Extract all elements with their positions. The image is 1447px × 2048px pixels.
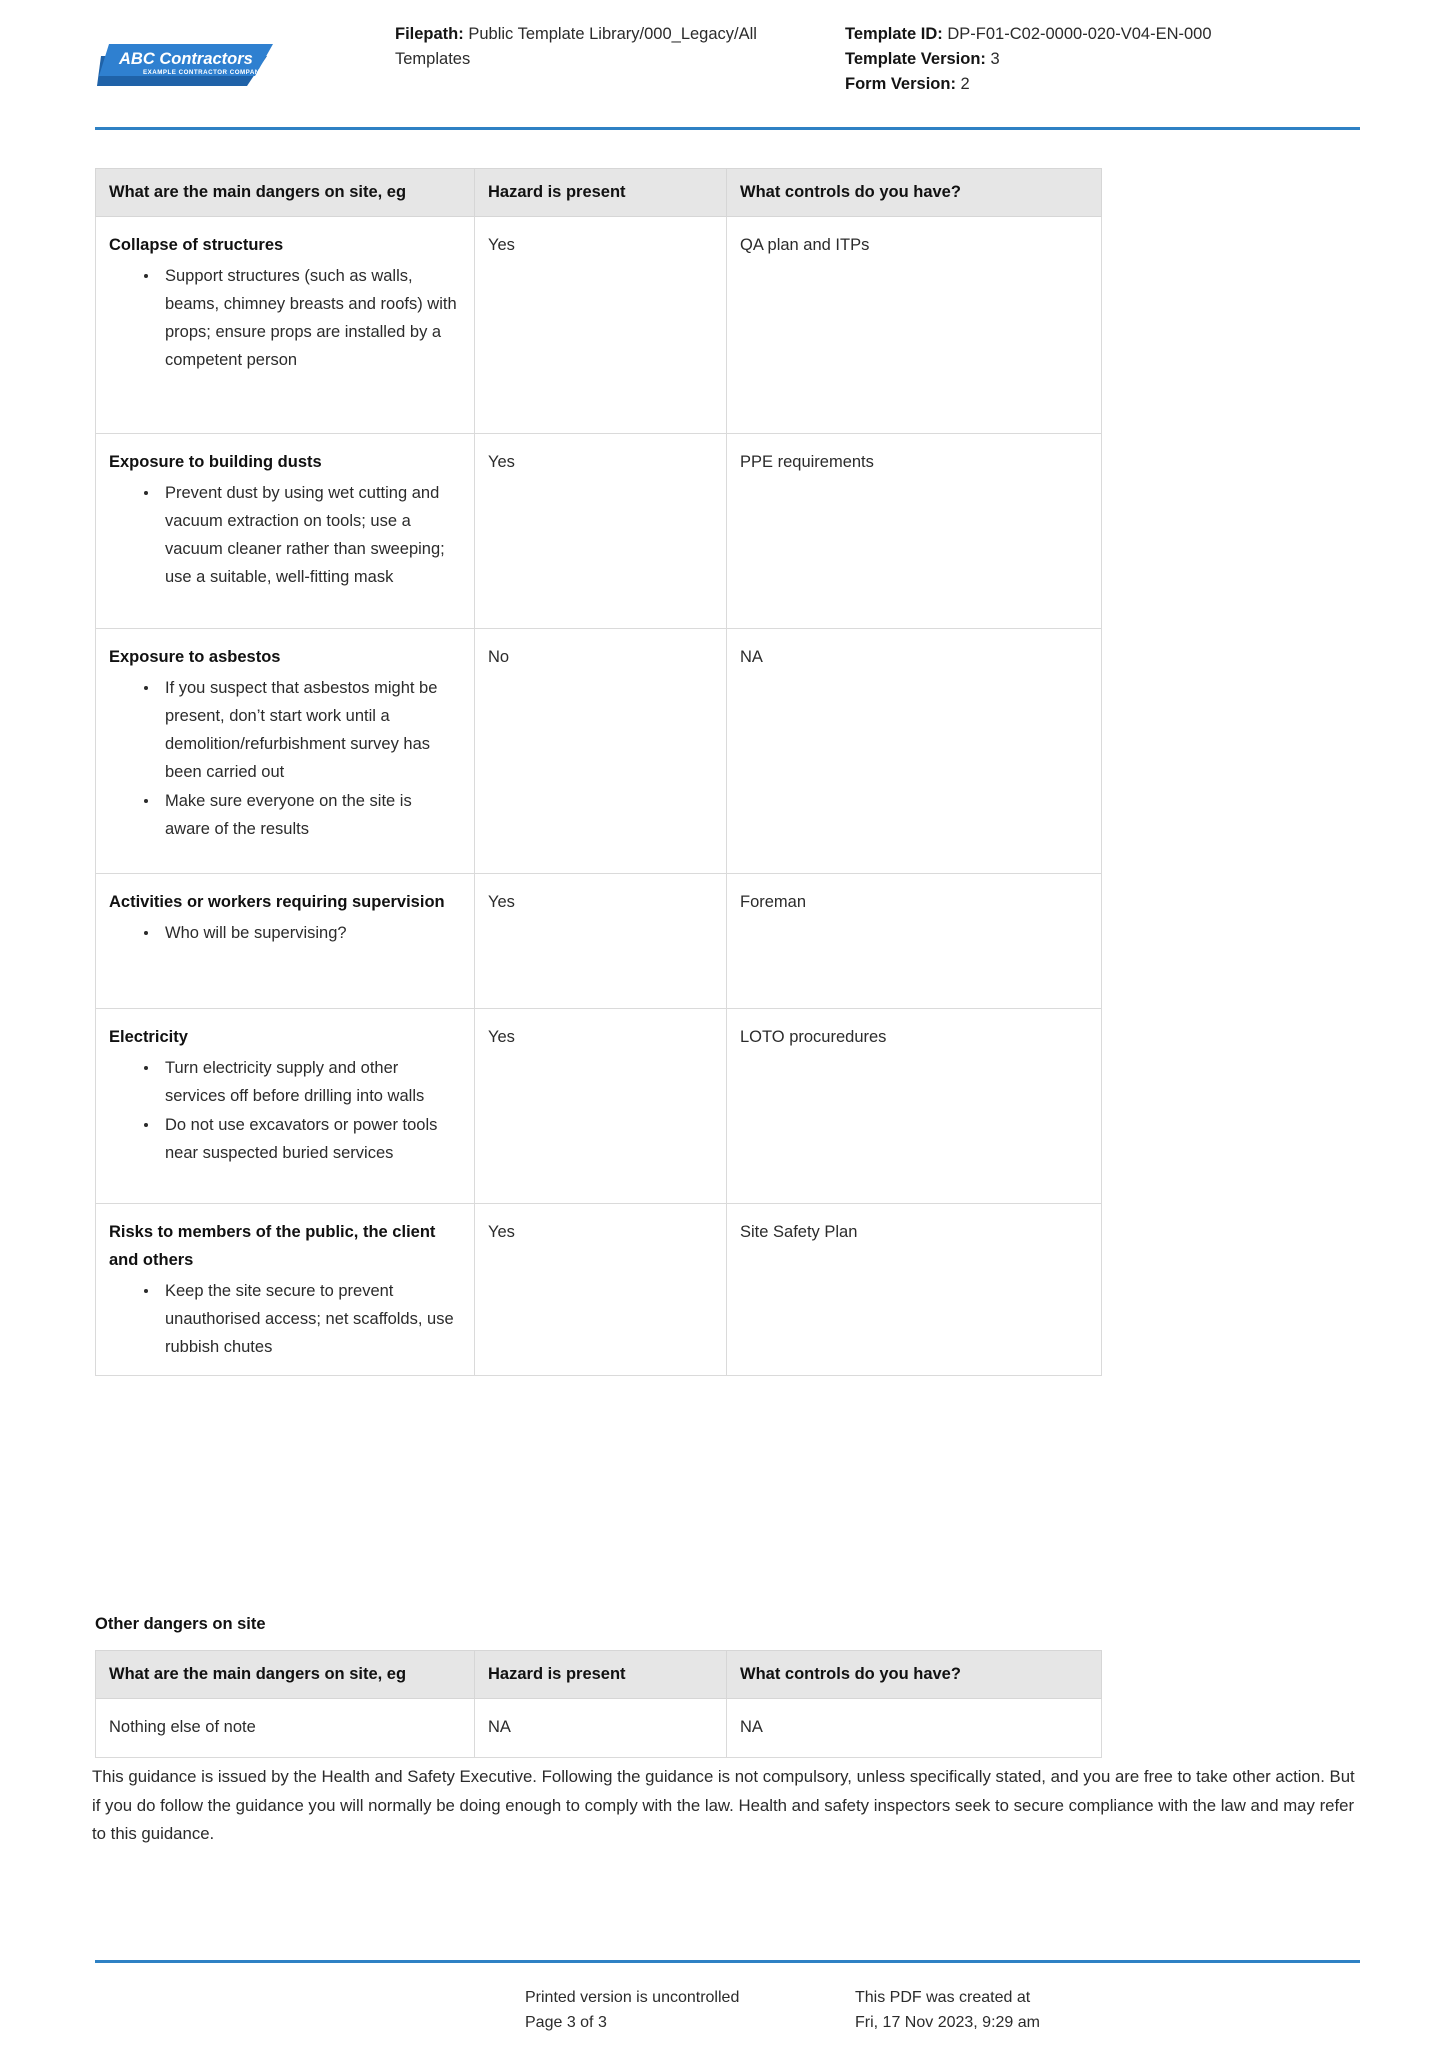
hazard-cell bbox=[96, 629, 475, 874]
hazard-present-value: Yes bbox=[488, 893, 515, 911]
template-version-label: Template Version: bbox=[845, 50, 986, 68]
filepath-block bbox=[395, 22, 805, 72]
hazard-present-value: NA bbox=[488, 1718, 511, 1736]
table-row bbox=[96, 217, 1102, 434]
column-header-dangers: What are the main dangers on site, eg bbox=[96, 1651, 475, 1699]
list-item: Do not use excavators or power tools near suspected buried services bbox=[139, 1111, 460, 1167]
footer-spacer bbox=[95, 1985, 525, 2035]
controls-cell bbox=[727, 217, 1102, 434]
hazard-present-value: Yes bbox=[488, 236, 515, 254]
form-version-label: Form Version: bbox=[845, 75, 956, 93]
pdf-created-label: This PDF was created at bbox=[855, 1989, 1031, 2006]
controls-value: NA bbox=[740, 648, 763, 666]
template-id-label: Template ID: bbox=[845, 25, 943, 43]
controls-value: Foreman bbox=[740, 893, 807, 911]
template-id-value: DP-F01-C02-0000-020-V04-EN-000 bbox=[947, 25, 1212, 43]
column-header-controls: What controls do you have? bbox=[727, 169, 1102, 217]
guidance-paragraph: This guidance is issued by the Health and Safety Executive. Following the guidance is not compulsory, unless specifically stated, and you are free to take other action. But if you do follow the guidance you will normally be doing enough to comply with the law. Health and safety inspectors seek to secure compliance with the law and may refer to this guidance. bbox=[92, 1767, 1355, 1843]
controls-cell bbox=[727, 1204, 1102, 1376]
controls-value: LOTO procuredures bbox=[740, 1028, 887, 1046]
other-danger-cell bbox=[96, 1699, 475, 1758]
hazard-bullet-list bbox=[109, 479, 460, 591]
hazard-present-value: Yes bbox=[488, 1223, 515, 1241]
column-header-controls: What controls do you have? bbox=[727, 1651, 1102, 1699]
hazard-table-body bbox=[96, 217, 1102, 1376]
controls-cell bbox=[727, 874, 1102, 1009]
hazard-title: Collapse of structures bbox=[109, 236, 284, 254]
hazard-present-cell bbox=[475, 629, 727, 874]
controls-cell bbox=[727, 1699, 1102, 1758]
list-item: Prevent dust by using wet cutting and vacuum extraction on tools; use a vacuum cleaner rather than sweeping; use a suitable, well-fitting mask bbox=[139, 479, 460, 591]
controls-cell bbox=[727, 629, 1102, 874]
form-version-line bbox=[845, 72, 1360, 97]
hazard-title: Activities or workers requiring supervision bbox=[109, 893, 445, 911]
hazard-table bbox=[95, 168, 1102, 1376]
hazard-bullet-list bbox=[109, 262, 460, 374]
table-header-row bbox=[96, 1651, 1102, 1699]
footer-pdf-block bbox=[855, 1985, 1360, 2035]
form-version-value: 2 bbox=[960, 75, 970, 93]
template-meta-block bbox=[805, 22, 1360, 97]
page-number: Page 3 of 3 bbox=[525, 2014, 607, 2031]
column-header-dangers: What are the main dangers on site, eg bbox=[96, 169, 475, 217]
hazard-present-value: Yes bbox=[488, 453, 515, 471]
table-row bbox=[96, 434, 1102, 629]
hazard-present-value: Yes bbox=[488, 1028, 515, 1046]
other-dangers-title: Other dangers on site bbox=[95, 1615, 266, 1633]
controls-value: NA bbox=[740, 1718, 763, 1736]
controls-value: PPE requirements bbox=[740, 453, 874, 471]
list-item: Turn electricity supply and other services off before drilling into walls bbox=[139, 1054, 460, 1110]
hazard-present-cell bbox=[475, 874, 727, 1009]
list-item: Support structures (such as walls, beams, chimney breasts and roofs) with props; ensure props are installed by a competent person bbox=[139, 262, 460, 374]
column-header-hazard-present: Hazard is present bbox=[475, 1651, 727, 1699]
column-header-hazard-present: Hazard is present bbox=[475, 169, 727, 217]
list-item: Make sure everyone on the site is aware of the results bbox=[139, 787, 460, 843]
page-footer bbox=[95, 1985, 1360, 2035]
hazard-title: Exposure to asbestos bbox=[109, 648, 281, 666]
page-header bbox=[95, 22, 1360, 97]
abc-contractors-logo-icon bbox=[95, 36, 273, 90]
hazard-present-cell bbox=[475, 1699, 727, 1758]
hazard-cell bbox=[96, 217, 475, 434]
filepath-label: Filepath: bbox=[395, 25, 464, 43]
hazard-table-header bbox=[96, 169, 1102, 217]
footer-divider bbox=[95, 1960, 1360, 1963]
table-row bbox=[96, 1009, 1102, 1204]
hazard-bullet-list bbox=[109, 1277, 460, 1361]
hazard-bullet-list bbox=[109, 674, 460, 843]
printed-version-notice: Printed version is uncontrolled bbox=[525, 1989, 740, 2006]
logo-name: ABC Contractors bbox=[119, 50, 253, 68]
controls-value: Site Safety Plan bbox=[740, 1223, 858, 1241]
hazard-cell bbox=[96, 1204, 475, 1376]
hazard-bullet-list bbox=[109, 1054, 460, 1167]
other-dangers-table bbox=[95, 1650, 1102, 1758]
hazard-present-cell bbox=[475, 217, 727, 434]
hazard-present-cell bbox=[475, 1204, 727, 1376]
header-divider bbox=[95, 127, 1360, 130]
table-row bbox=[96, 629, 1102, 874]
hazard-bullet-list bbox=[109, 919, 460, 947]
logo-tagline: EXAMPLE CONTRACTOR COMPANY bbox=[143, 69, 265, 76]
hazard-title: Electricity bbox=[109, 1028, 188, 1046]
other-dangers-table-header bbox=[96, 1651, 1102, 1699]
list-item: Who will be supervising? bbox=[139, 919, 460, 947]
hazard-present-cell bbox=[475, 1009, 727, 1204]
hazard-title: Risks to members of the public, the client and others bbox=[109, 1223, 436, 1269]
controls-cell bbox=[727, 434, 1102, 629]
list-item: Keep the site secure to prevent unauthorised access; net scaffolds, use rubbish chutes bbox=[139, 1277, 460, 1361]
table-row bbox=[96, 874, 1102, 1009]
footer-print-block bbox=[525, 1985, 855, 2035]
list-item: If you suspect that asbestos might be present, don’t start work until a demolition/refurbishment survey has been carried out bbox=[139, 674, 460, 786]
filepath-value: Public Template Library/000_Legacy/All Templates bbox=[395, 25, 757, 68]
controls-cell bbox=[727, 1009, 1102, 1204]
hazard-cell bbox=[96, 434, 475, 629]
hazard-cell bbox=[96, 1009, 475, 1204]
other-danger-value: Nothing else of note bbox=[109, 1718, 256, 1736]
other-dangers-table-body bbox=[96, 1699, 1102, 1758]
table-row bbox=[96, 1204, 1102, 1376]
template-version-line bbox=[845, 47, 1360, 72]
hazard-present-value: No bbox=[488, 648, 510, 666]
hazard-present-cell bbox=[475, 434, 727, 629]
table-row bbox=[96, 1699, 1102, 1758]
template-id-line bbox=[845, 22, 1360, 47]
template-version-value: 3 bbox=[990, 50, 1000, 68]
pdf-created-value: Fri, 17 Nov 2023, 9:29 am bbox=[855, 2014, 1040, 2031]
hazard-title: Exposure to building dusts bbox=[109, 453, 322, 471]
controls-value: QA plan and ITPs bbox=[740, 236, 870, 254]
hazard-cell bbox=[96, 874, 475, 1009]
table-header-row bbox=[96, 169, 1102, 217]
company-logo bbox=[95, 22, 395, 90]
